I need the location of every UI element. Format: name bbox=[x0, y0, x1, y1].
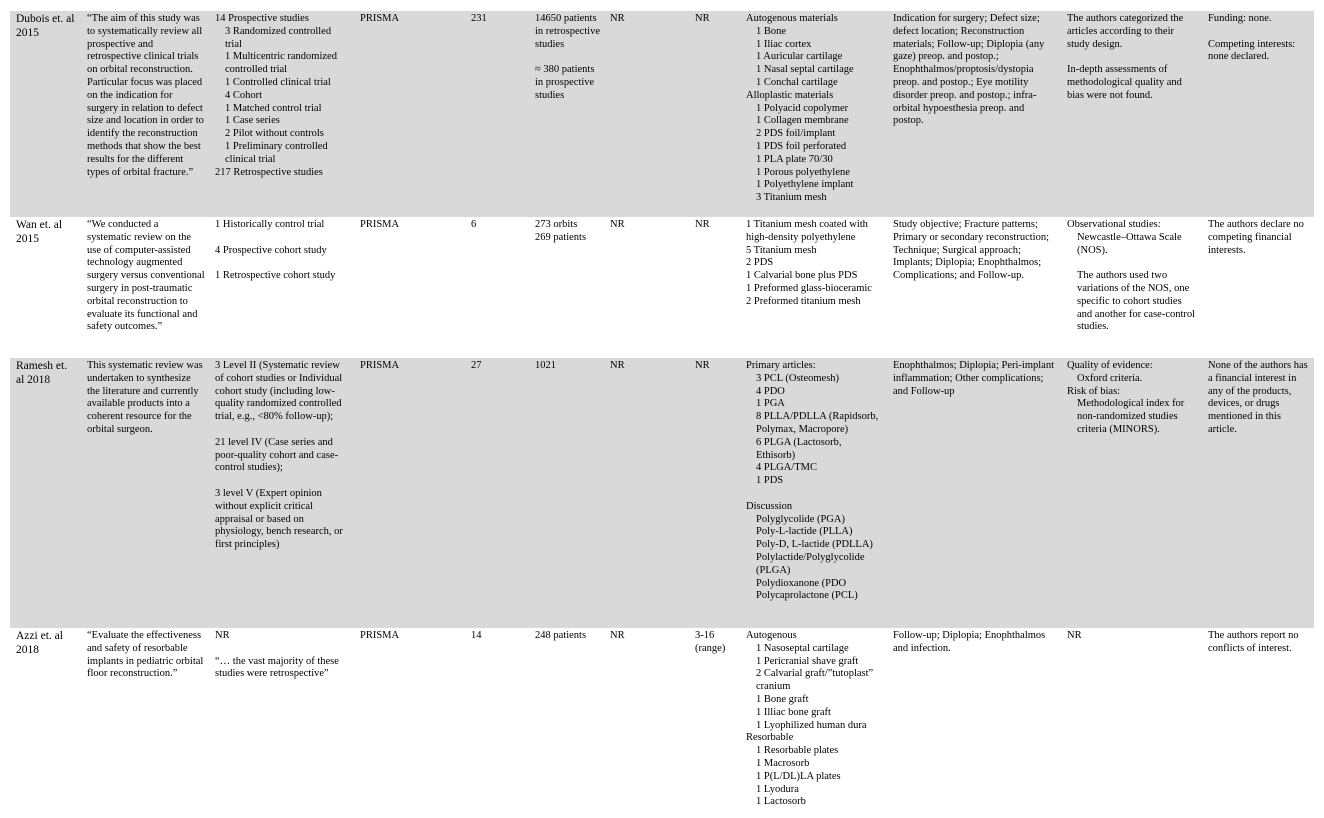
author-cell-text: Dubois et. al 2015 bbox=[16, 13, 75, 39]
aim-cell bbox=[81, 11, 209, 217]
quality-cell-line: The authors used two variations of the NOS, one specific to cohort studies and another for case-control studies. bbox=[1077, 270, 1196, 333]
funding-cell-line: None of the authors has a financial interest in any of the products, devices, or drugs mentioned in this article. bbox=[1208, 360, 1308, 435]
nr-cell bbox=[604, 11, 689, 217]
outcomes-cell-text: Study objective; Fracture patterns; Primary or secondary reconstruction; Technique; Surgical approach; Implants; Diplopia; Enophthalmos; Complications; and Follow-up. bbox=[893, 219, 1049, 282]
materials-cell-line: Discussion bbox=[746, 500, 793, 512]
materials-cell-line: 1 Polyethylene implant bbox=[756, 179, 854, 191]
guideline-cell-text: PRISMA bbox=[360, 219, 400, 230]
quality-cell-line: NR bbox=[1067, 630, 1082, 641]
table-row bbox=[10, 217, 1314, 358]
materials-cell-line: 1 Pericranial shave graft bbox=[756, 655, 859, 667]
materials-cell-line: 1 P(L/DL)LA plates bbox=[756, 770, 841, 782]
design-cell-line: 4 Prospective cohort study bbox=[215, 244, 327, 256]
patients-cell bbox=[529, 628, 604, 815]
outcomes-cell bbox=[887, 628, 1061, 815]
funding-cell bbox=[1202, 358, 1314, 628]
design-cell-line: 1 Controlled clinical trial bbox=[225, 76, 331, 88]
followup-cell-text: NR bbox=[695, 360, 710, 371]
quality-cell bbox=[1061, 358, 1202, 628]
followup-cell bbox=[689, 11, 740, 217]
table-row bbox=[10, 628, 1314, 815]
followup-cell bbox=[689, 217, 740, 358]
aim-cell-text: “We conducted a systematic review on the use of computer-assisted technology augmented surgery versus conventional surgery in post-traumatic orbital reconstruction to evaluate its functional and safety outcomes.” bbox=[87, 219, 205, 333]
materials-cell-line: 1 Nasal septal cartilage bbox=[756, 64, 854, 76]
aim-cell bbox=[81, 217, 209, 358]
materials-cell-line: 2 PDS bbox=[746, 257, 774, 269]
quality-cell-line: Oxford criteria. bbox=[1077, 372, 1143, 384]
materials-cell-line: 1 PLA plate 70/30 bbox=[756, 153, 833, 165]
followup-cell-text: NR bbox=[695, 219, 710, 230]
quality-cell-line: Methodological index for non-randomized studies criteria (MINORS). bbox=[1077, 398, 1185, 435]
nr-cell-text: NR bbox=[610, 219, 625, 230]
design-cell-line: 14 Prospective studies bbox=[215, 13, 309, 24]
materials-cell-line: Poly-L-lactide (PLLA) bbox=[756, 526, 853, 538]
table-row bbox=[10, 358, 1314, 628]
materials-cell-line: 1 Titanium mesh coated with high-density polyethylene bbox=[746, 219, 868, 243]
patients-cell-line: 248 patients bbox=[535, 630, 587, 641]
aim-cell-text: “The aim of this study was to systematically review all prospective and retrospective clinical trials on orbital reconstruction. Particular focus was placed on the indication for surgery in relation to defect size and location in order to identify the reconstruction methods that show the best results for the different types of orbital fracture.” bbox=[87, 13, 204, 178]
design-cell-line: “… the vast majority of these studies were retrospective” bbox=[215, 655, 339, 680]
guideline-cell-text: PRISMA bbox=[360, 630, 400, 641]
nr-cell bbox=[604, 628, 689, 815]
author-cell-text: Wan et. al 2015 bbox=[16, 219, 63, 245]
funding-cell-line: Competing interests: none declared. bbox=[1208, 38, 1296, 63]
materials-cell-line: 2 Preformed titanium mesh bbox=[746, 295, 861, 307]
aim-cell-text: This systematic review was undertaken to synthesize the literature and currently available products into a coherent resource for the orbital surgeon. bbox=[87, 360, 203, 435]
design-cell-line: 3 Level II (Systematic review of cohort studies or Individual cohort study (including low-quality randomized controlled trial, e.g., <80% follow-up); bbox=[215, 360, 343, 423]
design-cell-line: 3 level V (Expert opinion without explicit critical appraisal or based on physiology, bench research, or first principles) bbox=[215, 487, 343, 551]
materials-cell-line: 5 Titanium mesh bbox=[746, 244, 817, 256]
aim-cell bbox=[81, 628, 209, 815]
patients-cell bbox=[529, 358, 604, 628]
quality-cell bbox=[1061, 11, 1202, 217]
studies-count-cell-text: 231 bbox=[471, 13, 487, 24]
materials-cell-line: Poly-D, L-lactide (PDLLA) bbox=[756, 539, 873, 551]
outcomes-cell bbox=[887, 11, 1061, 217]
followup-cell bbox=[689, 358, 740, 628]
design-cell-line: 1 Case series bbox=[225, 115, 280, 127]
materials-cell-line: Autogenous materials bbox=[746, 13, 838, 24]
patients-cell-line bbox=[535, 51, 600, 64]
guideline-cell bbox=[354, 358, 465, 628]
guideline-cell bbox=[354, 628, 465, 815]
materials-cell-line: 1 PGA bbox=[756, 398, 785, 410]
patients-cell-line: 269 patients bbox=[535, 231, 587, 243]
funding-cell bbox=[1202, 217, 1314, 358]
materials-cell-line: 1 Polyacid copolymer bbox=[756, 102, 849, 114]
guideline-cell bbox=[354, 11, 465, 217]
studies-count-cell-text: 14 bbox=[471, 630, 482, 641]
materials-cell-line: Primary articles: bbox=[746, 360, 816, 371]
quality-cell-line: Risk of bias: bbox=[1067, 385, 1121, 397]
materials-cell-line: 1 Preformed glass-bioceramic bbox=[746, 282, 872, 294]
table-row bbox=[10, 11, 1314, 217]
author-cell-text: Ramesh et. al 2018 bbox=[16, 360, 68, 386]
quality-cell-line: Newcastle–Ottawa Scale (NOS). bbox=[1077, 231, 1182, 256]
patients-cell-line: 14650 patients in retrospective studies bbox=[535, 13, 601, 50]
quality-cell-line: The authors categorized the articles according to their study design. bbox=[1067, 13, 1184, 50]
materials-cell bbox=[740, 217, 887, 358]
materials-cell-line: 1 PDS bbox=[756, 475, 784, 487]
materials-cell-line: 2 PDS foil/implant bbox=[756, 128, 836, 140]
materials-cell-line: Autogenous bbox=[746, 630, 797, 641]
outcomes-cell bbox=[887, 217, 1061, 358]
design-cell-line: 1 Retrospective cohort study bbox=[215, 270, 336, 282]
patients-cell-line: 1021 bbox=[535, 360, 556, 371]
funding-cell bbox=[1202, 11, 1314, 217]
design-cell-line: 3 Randomized controlled trial bbox=[225, 25, 332, 50]
patients-cell-line: ≈ 380 patients in prospective studies bbox=[535, 64, 595, 101]
funding-cell-line: The authors declare no competing financial interests. bbox=[1208, 219, 1304, 256]
studies-count-cell bbox=[465, 11, 529, 217]
design-cell bbox=[209, 358, 354, 628]
author-cell bbox=[10, 628, 81, 815]
author-cell bbox=[10, 11, 81, 217]
followup-cell-text: NR bbox=[695, 13, 710, 24]
outcomes-cell bbox=[887, 358, 1061, 628]
materials-cell-line: Polycaprolactone (PCL) bbox=[756, 590, 858, 602]
aim-cell-text: “Evaluate the effectiveness and safety of resorbable implants in pediatric orbital floor reconstruction.” bbox=[87, 630, 204, 680]
patients-cell bbox=[529, 217, 604, 358]
design-cell-line: NR bbox=[215, 630, 230, 641]
studies-count-cell bbox=[465, 217, 529, 358]
design-cell-line bbox=[215, 643, 350, 656]
quality-cell-line: In-depth assessments of methodological quality and bias were not found. bbox=[1067, 64, 1182, 101]
design-cell-line: 1 Multicentric randomized controlled trial bbox=[225, 51, 337, 76]
patients-cell bbox=[529, 11, 604, 217]
materials-cell-line: 1 Macrosorb bbox=[756, 757, 810, 769]
studies-count-cell-text: 6 bbox=[471, 219, 477, 230]
review-table bbox=[10, 11, 1314, 815]
followup-cell bbox=[689, 628, 740, 815]
materials-cell-line: 1 Collagen membrane bbox=[756, 115, 849, 127]
design-cell-line: 1 Historically control trial bbox=[215, 219, 325, 230]
materials-cell-line: 1 Lyophilized human dura bbox=[756, 719, 867, 731]
materials-cell-line: Polydioxanone (PDO bbox=[756, 577, 847, 589]
patients-cell-line: 273 orbits bbox=[535, 219, 578, 230]
materials-cell-line: 4 PDO bbox=[756, 385, 785, 397]
author-cell bbox=[10, 217, 81, 358]
quality-cell-line: Observational studies: bbox=[1067, 219, 1161, 230]
materials-cell-line: 1 Bone bbox=[756, 25, 787, 37]
materials-cell-line: 1 Nasoseptal cartilage bbox=[756, 642, 849, 654]
materials-cell-line: 1 Lyodura bbox=[756, 783, 799, 795]
design-cell-line: 4 Cohort bbox=[225, 89, 263, 101]
materials-cell-line: 2 Calvarial graft/”tutoplast” cranium bbox=[756, 668, 874, 693]
materials-cell bbox=[740, 11, 887, 217]
quality-cell-line: Quality of evidence: bbox=[1067, 360, 1153, 371]
materials-cell-line: 1 Iliac cortex bbox=[756, 38, 812, 50]
materials-cell-line: 1 Resorbable plates bbox=[756, 745, 839, 757]
materials-cell-line: 4 PLGA/TMC bbox=[756, 462, 817, 474]
materials-cell-line: Alloplastic materials bbox=[746, 89, 834, 101]
design-cell-line: 217 Retrospective studies bbox=[215, 166, 323, 178]
nr-cell-text: NR bbox=[610, 630, 625, 641]
materials-cell-line: 6 PLGA (Lactosorb, Ethisorb) bbox=[756, 436, 842, 461]
quality-cell bbox=[1061, 217, 1202, 358]
materials-cell-line: 1 Illiac bone graft bbox=[756, 706, 831, 718]
studies-count-cell-text: 27 bbox=[471, 360, 482, 371]
materials-cell-line: 3 Titanium mesh bbox=[756, 192, 827, 204]
materials-cell-line: Polyglycolide (PGA) bbox=[756, 513, 845, 525]
nr-cell-text: NR bbox=[610, 13, 625, 24]
funding-cell-line: Funding: none. bbox=[1208, 13, 1272, 24]
funding-cell-line: The authors report no conflicts of interest. bbox=[1208, 630, 1299, 654]
materials-cell-line bbox=[746, 488, 883, 501]
materials-cell-line: 1 Lactosorb bbox=[756, 796, 806, 808]
materials-cell-line: Polylactide/Polyglycolide (PLGA) bbox=[756, 551, 865, 576]
quality-cell bbox=[1061, 628, 1202, 815]
design-cell-line: 2 Pilot without controls bbox=[225, 128, 324, 140]
materials-cell-line: 1 PDS foil perforated bbox=[756, 140, 847, 152]
materials-cell-line: 3 PCL (Osteomesh) bbox=[756, 372, 840, 384]
author-cell-text: Azzi et. al 2018 bbox=[16, 630, 63, 656]
design-cell-line: 1 Matched control trial bbox=[225, 102, 322, 114]
design-cell-line bbox=[215, 257, 350, 270]
materials-cell-line: 1 Auricular cartilage bbox=[756, 51, 843, 63]
design-cell bbox=[209, 628, 354, 815]
design-cell-line bbox=[215, 424, 350, 437]
aim-cell bbox=[81, 358, 209, 628]
funding-cell-line bbox=[1208, 26, 1310, 39]
guideline-cell bbox=[354, 217, 465, 358]
guideline-cell-text: PRISMA bbox=[360, 13, 400, 24]
design-cell bbox=[209, 11, 354, 217]
materials-cell-line: 1 Conchal cartilage bbox=[756, 76, 838, 88]
nr-cell bbox=[604, 217, 689, 358]
materials-cell-line: Resorbable bbox=[746, 732, 794, 744]
followup-cell-text: 3-16 (range) bbox=[695, 630, 726, 654]
materials-cell-line: 1 Bone graft bbox=[756, 693, 809, 705]
design-cell-line bbox=[215, 232, 350, 245]
materials-cell-line: 1 Calvarial bone plus PDS bbox=[746, 270, 858, 282]
outcomes-cell-text: Follow-up; Diplopia; Enophthalmos and infection. bbox=[893, 630, 1046, 654]
funding-cell bbox=[1202, 628, 1314, 815]
design-cell-line: 1 Preliminary controlled clinical trial bbox=[225, 140, 328, 165]
design-cell-line: 21 level IV (Case series and poor-quality cohort and case-control studies); bbox=[215, 436, 339, 474]
design-cell bbox=[209, 217, 354, 358]
studies-count-cell bbox=[465, 628, 529, 815]
guideline-cell-text: PRISMA bbox=[360, 360, 400, 371]
quality-cell-line bbox=[1067, 257, 1198, 270]
author-cell bbox=[10, 358, 81, 628]
studies-count-cell bbox=[465, 358, 529, 628]
nr-cell bbox=[604, 358, 689, 628]
materials-cell bbox=[740, 628, 887, 815]
materials-cell-line: 1 Porous polyethylene bbox=[756, 166, 850, 178]
outcomes-cell-text: Indication for surgery; Defect size; defect location; Reconstruction materials; Follow-up; Diplopia (any gaze) preop. and postop.; Enophthalmos/proptosis/dystopia preop. and postop.; Eye motility disorder preop. and postop.; infra-orbital hypoesthesia preop. and postop. bbox=[893, 13, 1045, 127]
nr-cell-text: NR bbox=[610, 360, 625, 371]
design-cell-line bbox=[215, 475, 350, 488]
quality-cell-line bbox=[1067, 51, 1198, 64]
outcomes-cell-text: Enophthalmos; Diplopia; Peri-implant inflammation; Other complications; and Follow-up bbox=[893, 360, 1054, 397]
materials-cell bbox=[740, 358, 887, 628]
materials-cell-line: 8 PLLA/PDLLA (Rapidsorb, Polymax, Macropore) bbox=[756, 411, 879, 435]
